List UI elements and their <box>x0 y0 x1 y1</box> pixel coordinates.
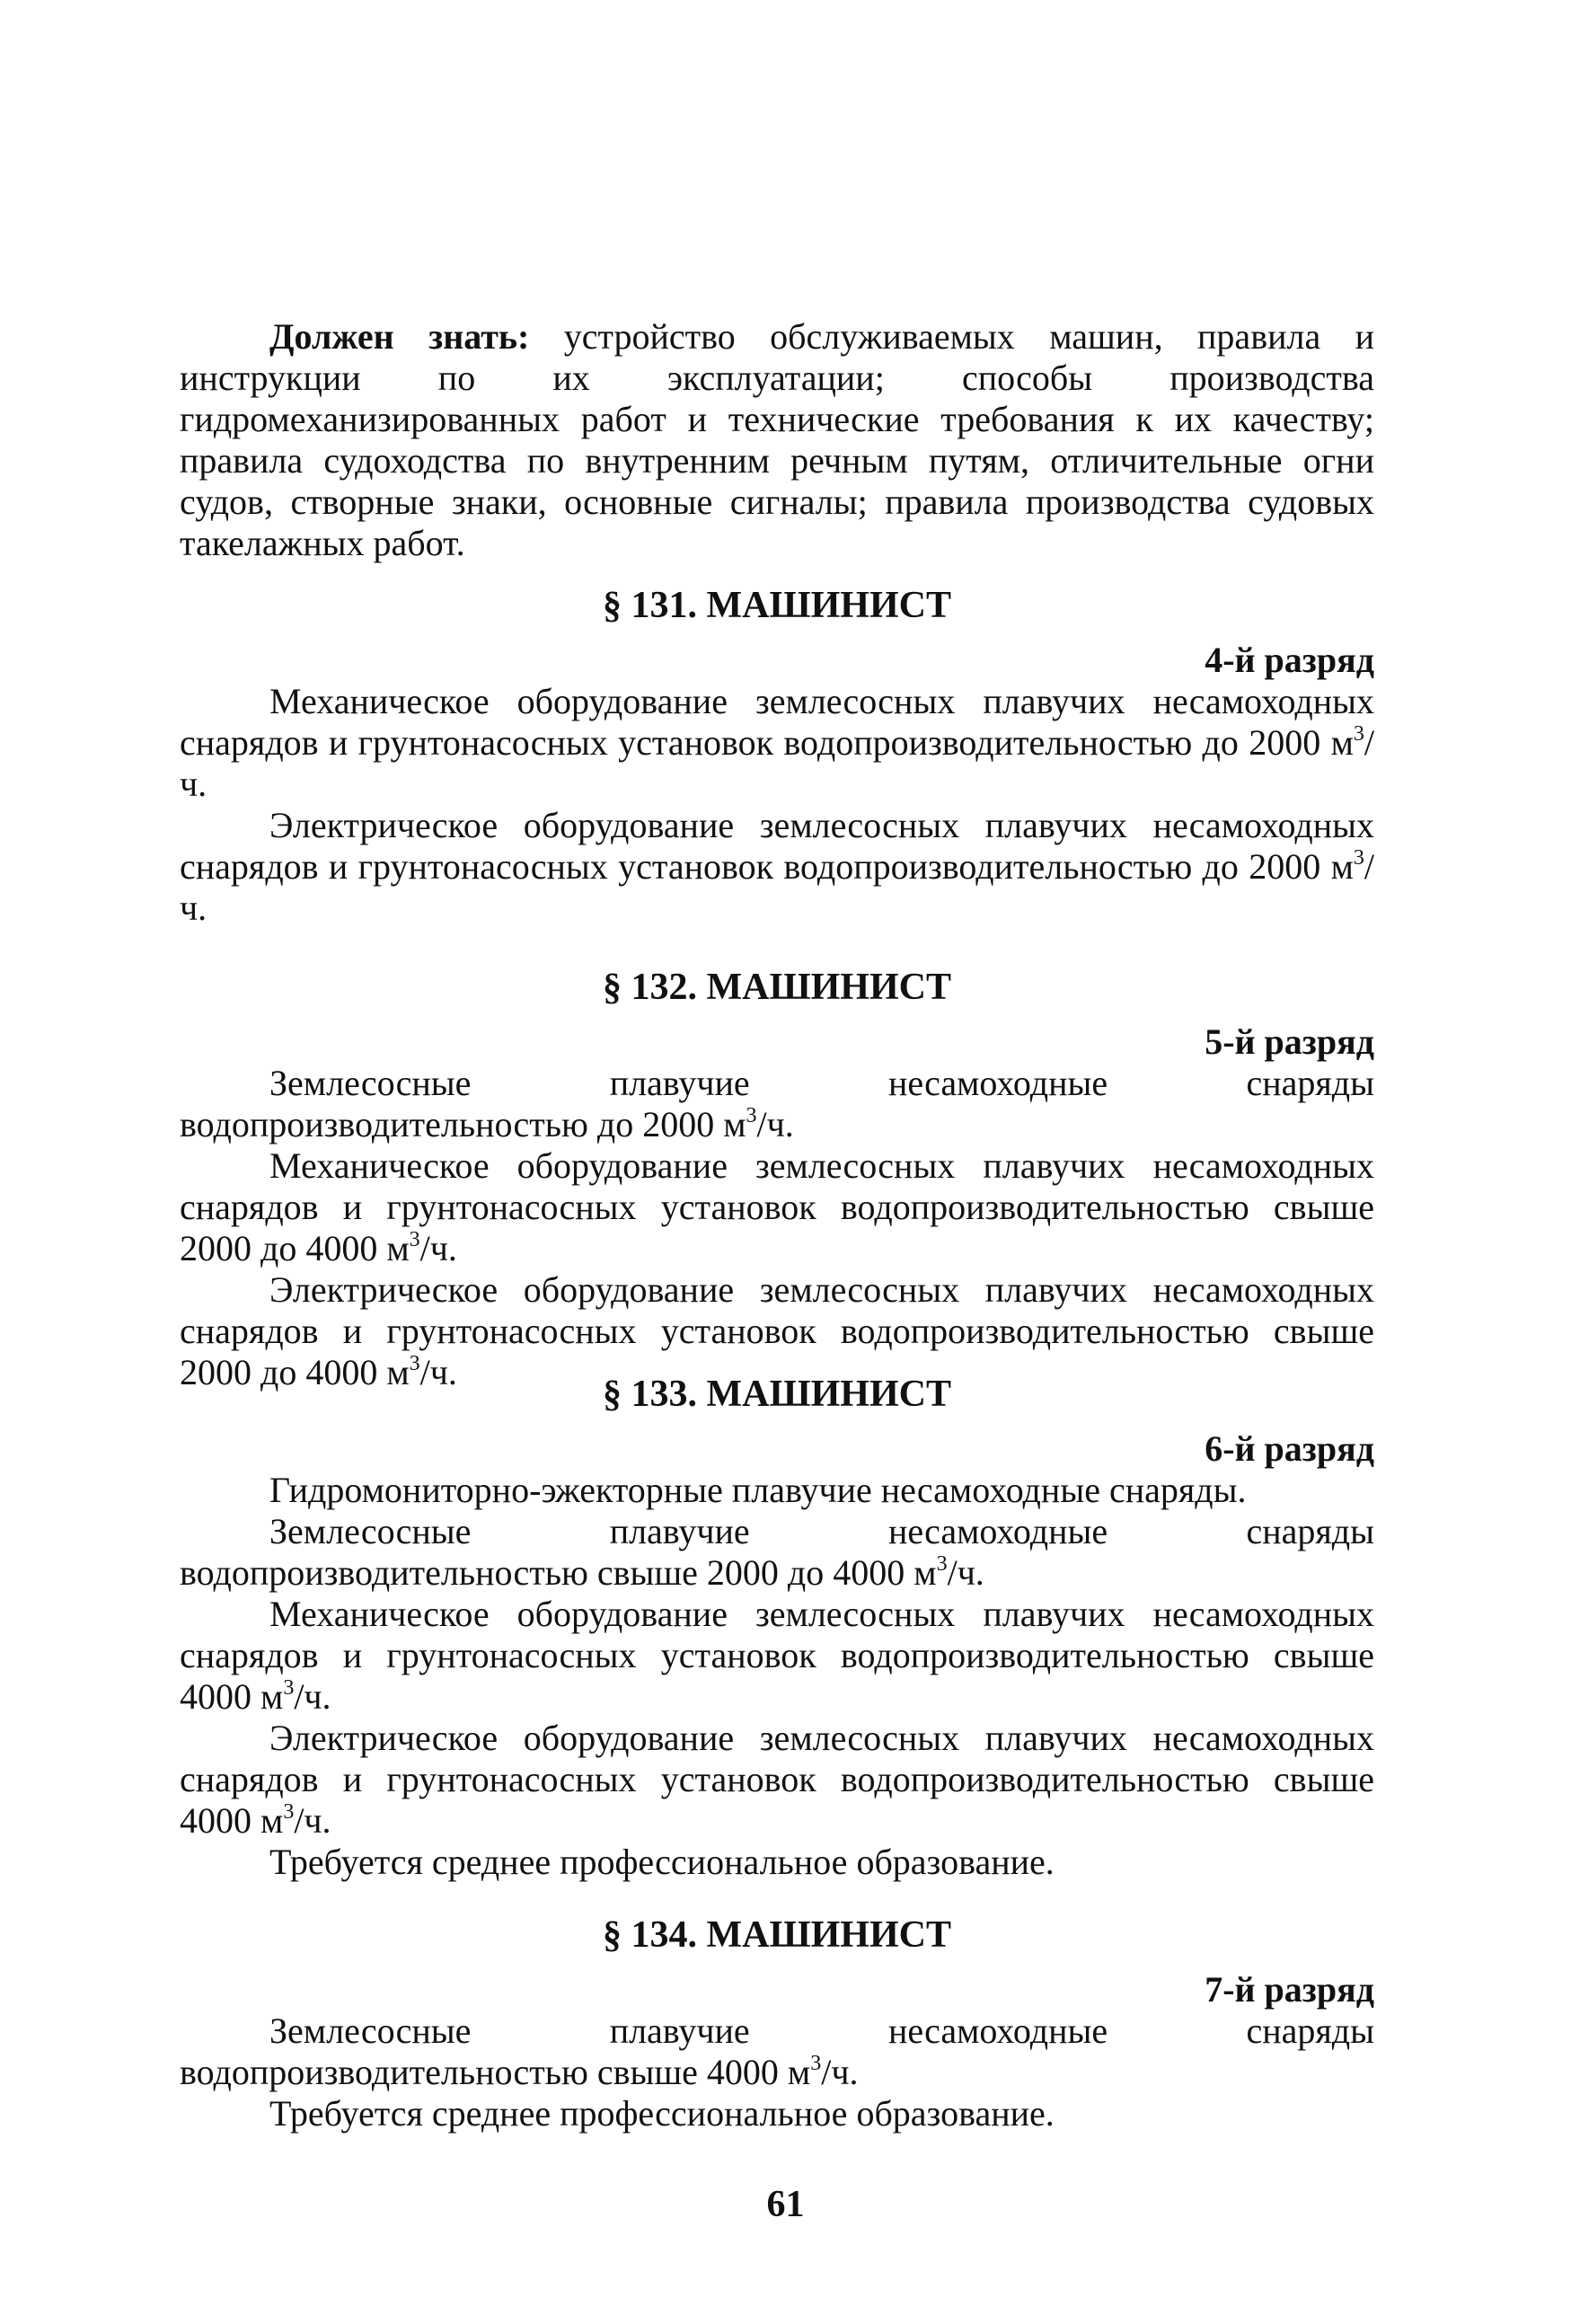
intro-paragraph <box>180 316 1374 564</box>
section-133-item-4: Электрическое оборудование землесосных плавучих несамоходных снарядов и грунтонасосных установок водопроизводительностью свыше 4000 $м^3/ч$. <box>180 1718 1374 1841</box>
intro-text: устройство обслуживаемых машин, правила и инструкции по их эксплуатации; способы производства гидромеханизированных работ и технические требования к их качеству; правила судоходства по внутренним речным путям, отличительные огни судов, створные знаки, основные сигналы; правила производства судовых такелажных работ. <box>180 316 1375 563</box>
section-133-item-5: Требуется среднее профессиональное образование. <box>269 1842 1055 1882</box>
section-132-heading: § 132. МАШИНИСТ <box>603 967 951 1008</box>
page-number: 61 <box>766 2184 805 2225</box>
section-133-item-2: Землесосные плавучие несамоходные снаряды водопроизводительностью свыше 2000 до 4000 $м^3/ч$. <box>180 1511 1374 1593</box>
intro-label: Должен знать: <box>269 316 530 357</box>
section-133-grade: 6-й разряд <box>1205 1428 1374 1469</box>
section-133-heading: § 133. МАШИНИСТ <box>603 1374 951 1415</box>
section-131-item-1: Механическое оборудование землесосных плавучих несамоходных снарядов и грунтонасосных установок водопроизводительностью до 2000 $м^3/ч$. <box>180 681 1374 804</box>
section-131-grade: 4-й разряд <box>1205 640 1374 680</box>
section-134-grade: 7-й разряд <box>1205 1969 1374 2010</box>
section-131-heading: § 131. МАШИНИСТ <box>603 585 951 626</box>
section-132-item-1: Землесосные плавучие несамоходные снаряды водопроизводительностью до 2000 $м^3/ч$. <box>180 1063 1374 1144</box>
section-132-grade: 5-й разряд <box>1205 1021 1374 1062</box>
section-132-item-3: Электрическое оборудование землесосных плавучих несамоходных снарядов и грунтонасосных установок водопроизводительностью свыше 2000 до 4000 $м^3/ч$. <box>180 1269 1374 1392</box>
section-134-item-1: Землесосные плавучие несамоходные снаряды водопроизводительностью свыше 4000 $м^3/ч$. <box>180 2010 1374 2092</box>
section-133-item-1: Гидромониторно-эжекторные плавучие несамоходные снаряды. <box>269 1470 1247 1510</box>
section-132-item-2: Механическое оборудование землесосных плавучих несамоходных снарядов и грунтонасосных установок водопроизводительностью свыше 2000 до 4000 $м^3/ч$. <box>180 1145 1374 1268</box>
section-134-heading: § 134. МАШИНИСТ <box>603 1914 951 1956</box>
section-133-item-3: Механическое оборудование землесосных плавучих несамоходных снарядов и грунтонасосных установок водопроизводительностью свыше 4000 $м^3/ч$. <box>180 1594 1374 1717</box>
section-134-item-2: Требуется среднее профессиональное образование. <box>269 2093 1055 2134</box>
section-131-item-2: Электрическое оборудование землесосных плавучих несамоходных снарядов и грунтонасосных установок водопроизводительностью до 2000 $м^3/ч$. <box>180 805 1374 928</box>
